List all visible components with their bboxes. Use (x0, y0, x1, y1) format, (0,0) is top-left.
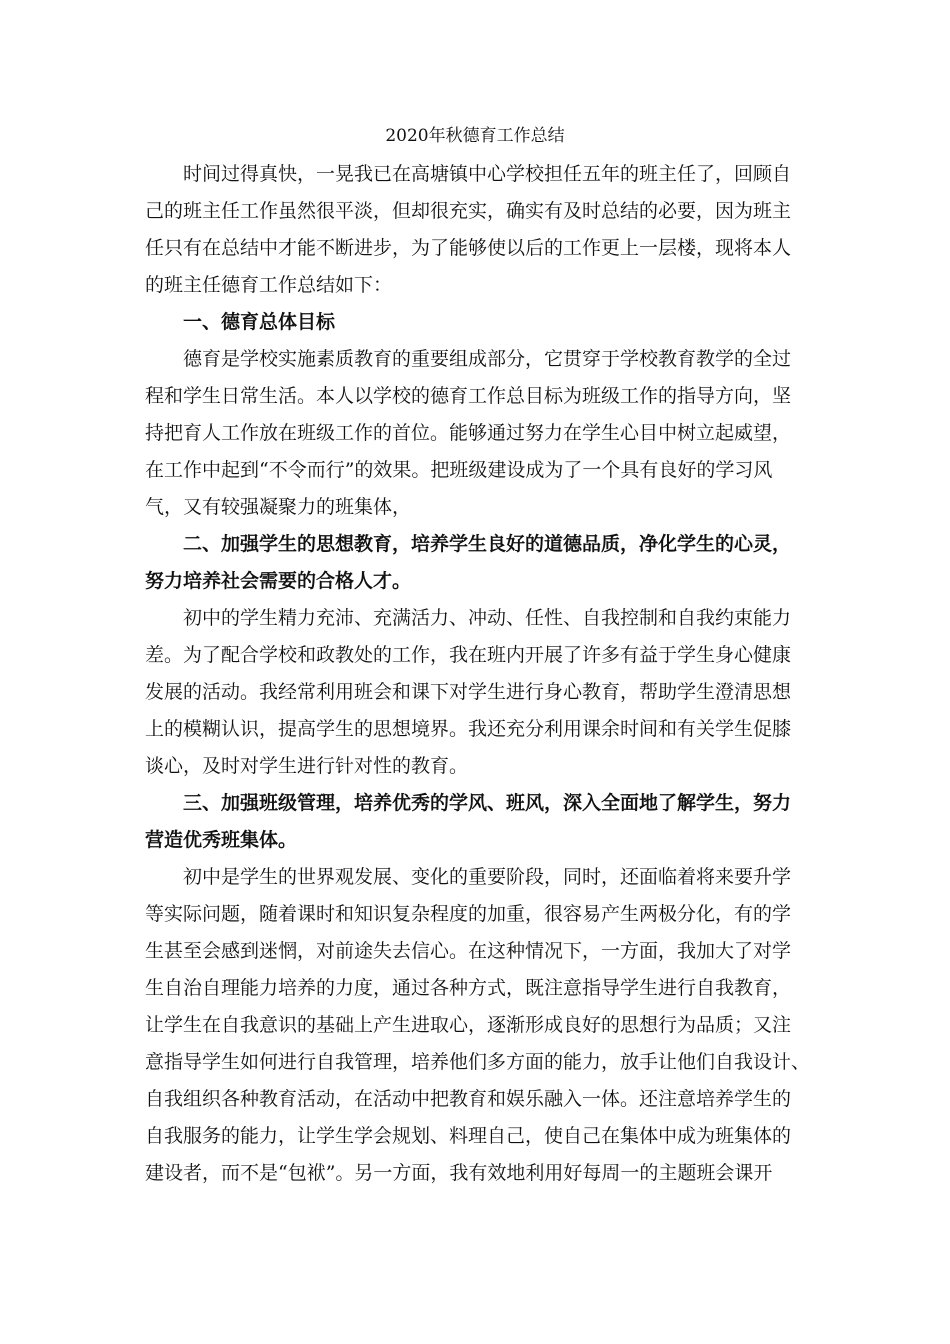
paragraph-line: 让学生在自我意识的基础上产生进取心，逐渐形成良好的思想行为品质；又注 (145, 1014, 792, 1036)
paragraph-line: 初中是学生的世界观发展、变化的重要阶段，同时，还面临着将来要升学 (145, 866, 792, 888)
paragraph-line: 气，又有较强凝聚力的班集体， (145, 496, 412, 518)
paragraph-line: 谈心，及时对学生进行针对性的教育。 (145, 755, 469, 777)
section-heading-1: 一、德育总体目标 (145, 311, 336, 333)
paragraph-line: 的班主任德育工作总结如下： (145, 274, 393, 296)
paragraph-line: 建设者，而不是“包袱”。另一方面，我有效地利用好每周一的主题班会课开 (145, 1162, 773, 1184)
paragraph-line: 自我组织各种教育活动，在活动中把教育和娱乐融入一体。还注意培养学生的 (145, 1088, 792, 1110)
paragraph-line: 生甚至会感到迷惘，对前途失去信心。在这种情况下，一方面，我加大了对学 (145, 940, 792, 962)
section-heading-3-cont: 营造优秀班集体。 (145, 829, 298, 851)
section-heading-2-cont: 努力培养社会需要的合格人才。 (145, 570, 412, 592)
paragraph-line: 持把育人工作放在班级工作的首位。能够通过努力在学生心目中树立起威望， (145, 422, 792, 444)
paragraph-line: 差。为了配合学校和政教处的工作，我在班内开展了许多有益于学生身心健康 (145, 644, 792, 666)
paragraph-line: 时间过得真快，一晃我已在高塘镇中心学校担任五年的班主任了，回顾自 (145, 163, 792, 185)
paragraph-line: 上的模糊认识，提高学生的思想境界。我还充分利用课余时间和有关学生促膝 (145, 718, 792, 740)
document-title: 2020年秋德育工作总结 (385, 126, 565, 146)
paragraph-line: 任只有在总结中才能不断进步，为了能够使以后的工作更上一层楼，现将本人 (145, 237, 792, 259)
paragraph-line: 生自治自理能力培养的力度，通过各种方式，既注意指导学生进行自我教育， (145, 977, 792, 999)
paragraph-line: 发展的活动。我经常利用班会和课下对学生进行身心教育，帮助学生澄清思想 (145, 681, 792, 703)
paragraph-line: 程和学生日常生活。本人以学校的德育工作总目标为班级工作的指导方向，坚 (145, 385, 792, 407)
paragraph-line: 等实际问题，随着课时和知识复杂程度的加重，很容易产生两极分化，有的学 (145, 903, 792, 925)
paragraph-line: 在工作中起到“不令而行”的效果。把班级建设成为了一个具有良好的学习风 (145, 459, 773, 481)
section-heading-3: 三、加强班级管理，培养优秀的学风、班风，深入全面地了解学生，努力 (145, 792, 792, 814)
paragraph-line: 初中的学生精力充沛、充满活力、冲动、任性、自我控制和自我约束能力 (145, 607, 792, 629)
paragraph-line: 自我服务的能力，让学生学会规划、料理自己，使自己在集体中成为班集体的 (145, 1125, 792, 1147)
paragraph-line: 德育是学校实施素质教育的重要组成部分，它贯穿于学校教育教学的全过 (145, 348, 792, 370)
paragraph-line: 意指导学生如何进行自我管理，培养他们多方面的能力，放手让他们自我设计、 (145, 1051, 811, 1073)
paragraph-line: 己的班主任工作虽然很平淡，但却很充实，确实有及时总结的必要，因为班主 (145, 200, 792, 222)
section-heading-2: 二、加强学生的思想教育，培养学生良好的道德品质，净化学生的心灵， (145, 533, 792, 555)
